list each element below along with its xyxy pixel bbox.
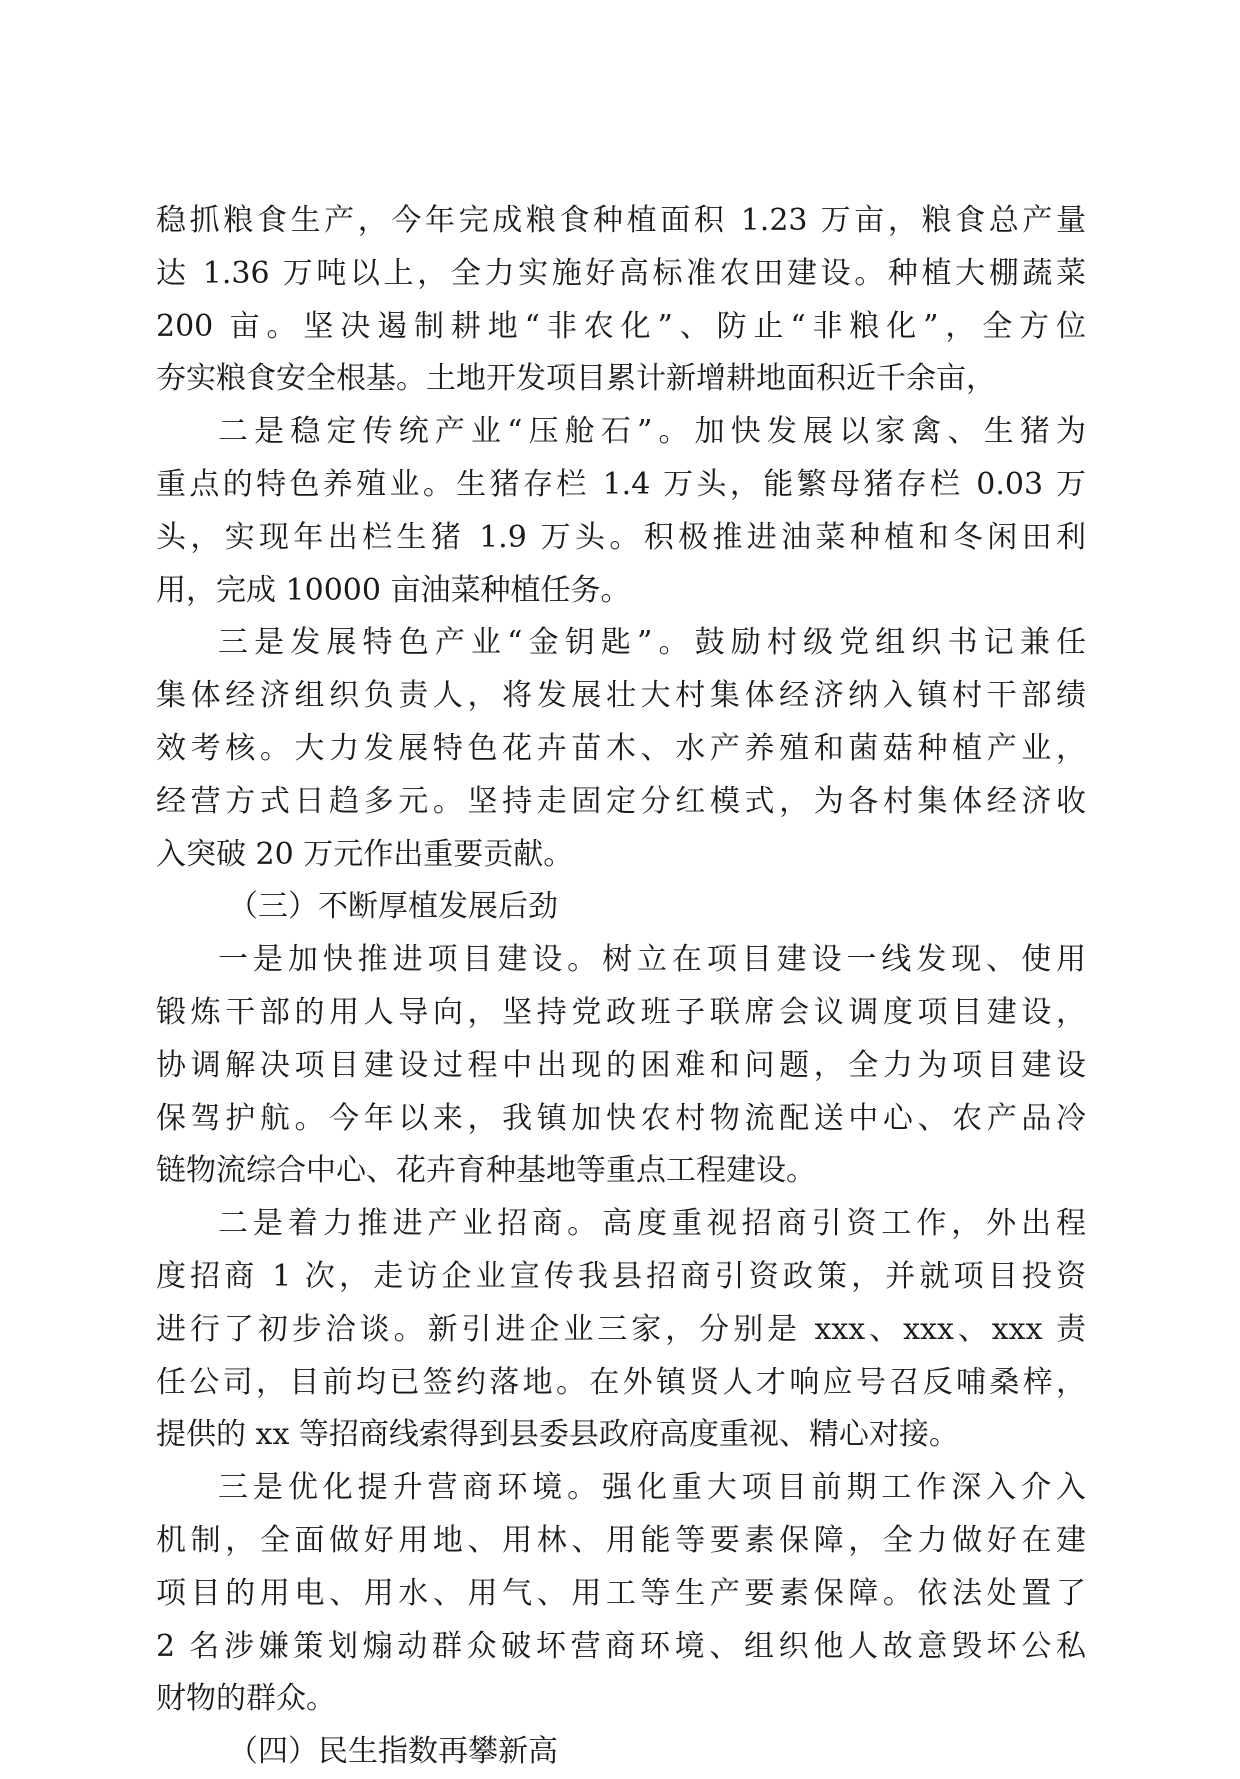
text-line: 度招商 1 次，走访企业宣传我县招商引资政策，并就项目投资 [156,1258,1086,1294]
text-line: 一是加快推进项目建设。树立在项目建设一线发现、使用 [218,942,1086,978]
text-line: 头，实现年出栏生猪 1.9 万头。积极推进油菜种植和冬闲田利 [156,519,1086,555]
text-line: 2 名涉嫌策划煽动群众破坏营商环境、组织他人故意毁坏公私 [156,1628,1086,1664]
text-line: 链物流综合中心、花卉育种基地等重点工程建设。 [156,1153,816,1189]
text-line: 三是发展特色产业“金钥匙”。鼓励村级党组织书记兼任 [218,625,1086,661]
text-line: 经营方式日趋多元。坚持走固定分红模式，为各村集体经济收 [156,783,1086,819]
text-line: 二是着力推进产业招商。高度重视招商引资工作，外出程 [218,1206,1086,1242]
text-line: 达 1.36 万吨以上，全力实施好高标准农田建设。种植大棚蔬菜 [156,255,1086,291]
text-line: 效考核。大力发展特色花卉苗木、水产养殖和菌菇种植产业， [156,730,1086,766]
text-line: 二是稳定传统产业“压舱石”。加快发展以家禽、生猪为 [218,414,1086,450]
text-line: 协调解决项目建设过程中出现的困难和问题，全力为项目建设 [156,1047,1086,1083]
text-line: 提供的 xx 等招商线索得到县委县政府高度重视、精心对接。 [156,1417,959,1453]
text-line: 机制，全面做好用地、用林、用能等要素保障，全力做好在建 [156,1522,1086,1558]
text-line: 财物的群众。 [156,1681,336,1717]
text-line: 项目的用电、用水、用气、用工等生产要素保障。依法处置了 [156,1575,1086,1611]
text-line: 任公司，目前均已签约落地。在外镇贤人才响应号召反哺桑梓， [156,1364,1086,1400]
text-line: 锻炼干部的用人导向，坚持党政班子联席会议调度项目建设， [156,994,1086,1030]
document-page [156,195,1086,1779]
text-line: 稳抓粮食生产，今年完成粮食种植面积 1.23 万亩，粮食总产量 [156,203,1086,238]
section-heading: （四）民生指数再攀新高 [228,1734,558,1770]
text-line: 集体经济组织负责人，将发展壮大村集体经济纳入镇村干部绩 [156,678,1086,714]
text-line: 保驾护航。今年以来，我镇加快农村物流配送中心、农产品冷 [156,1100,1086,1136]
text-line: 夯实粮食安全根基。土地开发项目累计新增耕地面积近千余亩， [156,361,996,397]
text-line: 进行了初步洽谈。新引进企业三家，分别是 xxx、xxx、xxx 责 [156,1311,1086,1347]
text-line: 用，完成 10000 亩油菜种植任务。 [156,572,631,608]
text-line: 三是优化提升营商环境。强化重大项目前期工作深入介入 [218,1470,1086,1506]
text-line: 重点的特色养殖业。生猪存栏 1.4 万头，能繁母猪存栏 0.03 万 [156,466,1086,502]
section-heading: （三）不断厚植发展后劲 [228,889,558,925]
text-line: 入突破 20 万元作出重要贡献。 [156,836,574,872]
text-line: 200 亩。坚决遏制耕地“非农化”、防止“非粮化”，全方位 [156,308,1086,344]
